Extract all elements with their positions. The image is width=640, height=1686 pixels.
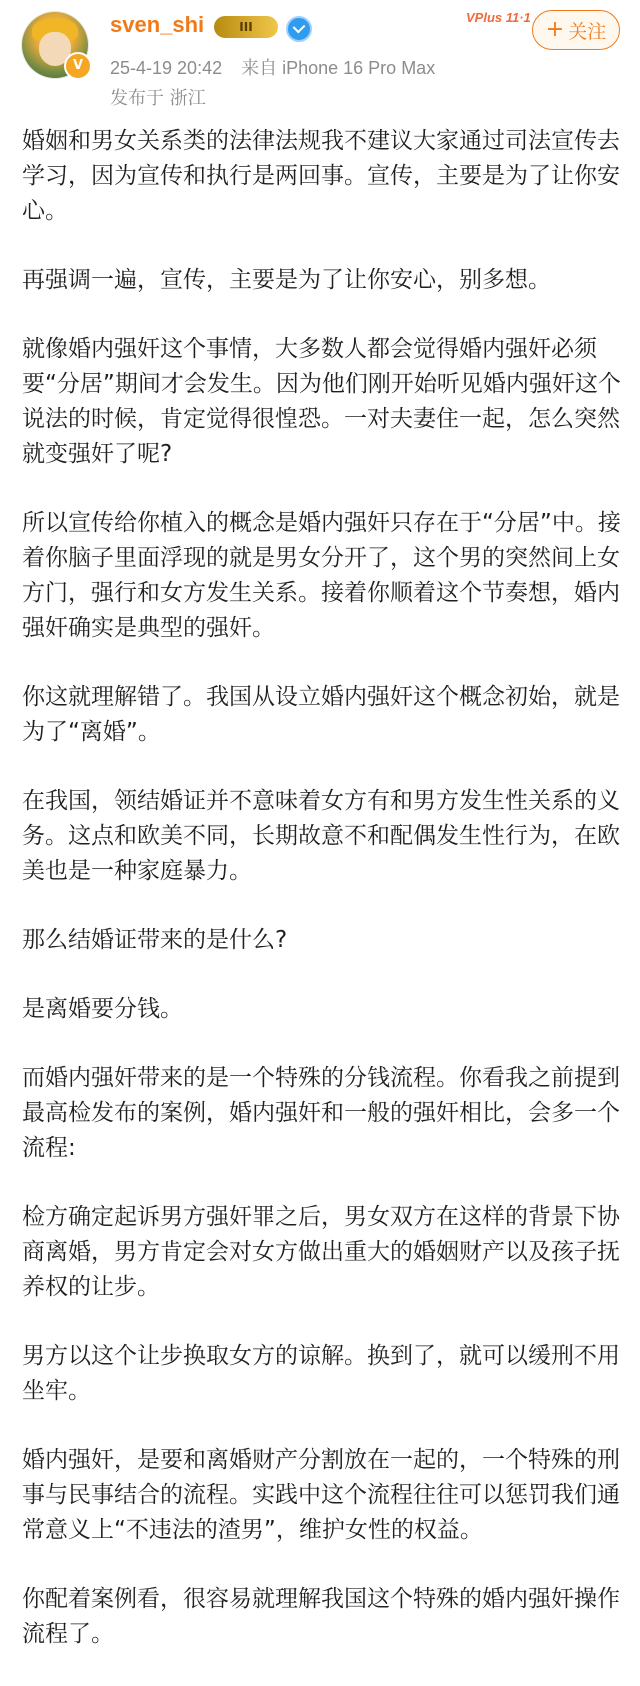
post-paragraph: 男方以这个让步换取女方的谅解。换到了，就可以缓刑不用坐牢。: [22, 1343, 620, 1404]
post-header: [0, 0, 640, 120]
post-paragraph: 而婚内强奸带来的是一个特殊的分钱流程。你看我之前提到最高检发布的案例，婚内强奸和一般的强奸相比，会多一个流程:: [22, 1065, 620, 1161]
post-paragraph: 婚姻和男女关系类的法律法规我不建议大家通过司法宣传去学习，因为宣传和执行是两回事。宣传，主要是为了让你安心。: [22, 128, 620, 224]
post-paragraph: 所以宣传给你植入的概念是婚内强奸只存在于“分居”中。接着你脑子里面浮现的就是男女分开了，这个男的突然间上女方门，强行和女方发生关系。接着你顺着这个节奏想，婚内强奸确实是典型的强奸。: [22, 510, 621, 641]
post-paragraph: 你这就理解错了。我国从设立婚内强奸这个概念初始，就是为了“离婚”。: [22, 684, 620, 745]
post-meta: [110, 54, 435, 80]
post-region: 发布于 浙江: [110, 88, 206, 109]
post-paragraph: 你配着案例看，很容易就理解我国这个特殊的婚内强奸操作流程了。: [22, 1586, 620, 1647]
post-paragraph: 再强调一遍，宣传，主要是为了让你安心，别多想。: [22, 267, 551, 293]
post-timestamp: 25-4-19 20:42: [110, 58, 223, 78]
post-paragraph: 是离婚要分钱。: [22, 996, 183, 1022]
post-paragraph: 检方确定起诉男方强奸罪之后，男女双方在这样的背景下协商离婚，男方肯定会对女方做出重大的婚姻财产以及孩子抚养权的让步。: [22, 1204, 620, 1300]
level-badge: III: [214, 16, 278, 38]
post-body: [22, 124, 622, 1686]
post-paragraph: 那么结婚证带来的是什么?: [22, 927, 288, 953]
vplus-banner: VPlus 11·1: [466, 10, 531, 25]
follow-button[interactable]: [532, 10, 620, 50]
post-source: 来自 iPhone 16 Pro Max: [241, 58, 436, 78]
plus-icon: +: [545, 17, 565, 42]
follow-label: 关注: [568, 20, 607, 43]
post-paragraph: 就像婚内强奸这个事情，大多数人都会觉得婚内强奸必须要“分居”期间才会发生。因为他们刚开始听见婚内强奸这个说法的时候，肯定觉得很惶恐。一对夫妻住一起，怎么突然就变强奸了呢?: [22, 336, 621, 467]
post-paragraph: 在我国，领结婚证并不意味着女方有和男方发生性关系的义务。这点和欧美不同，长期故意不和配偶发生性行为，在欧美也是一种家庭暴力。: [22, 788, 620, 884]
verified-icon: [286, 16, 312, 42]
post-paragraph: 婚内强奸，是要和离婚财产分割放在一起的，一个特殊的刑事与民事结合的流程。实践中这个流程往往可以惩罚我们通常意义上“不违法的渣男”，维护女性的权益。: [22, 1447, 620, 1543]
vip-badge-icon: V: [64, 52, 92, 80]
username[interactable]: sven_shi: [110, 12, 205, 37]
